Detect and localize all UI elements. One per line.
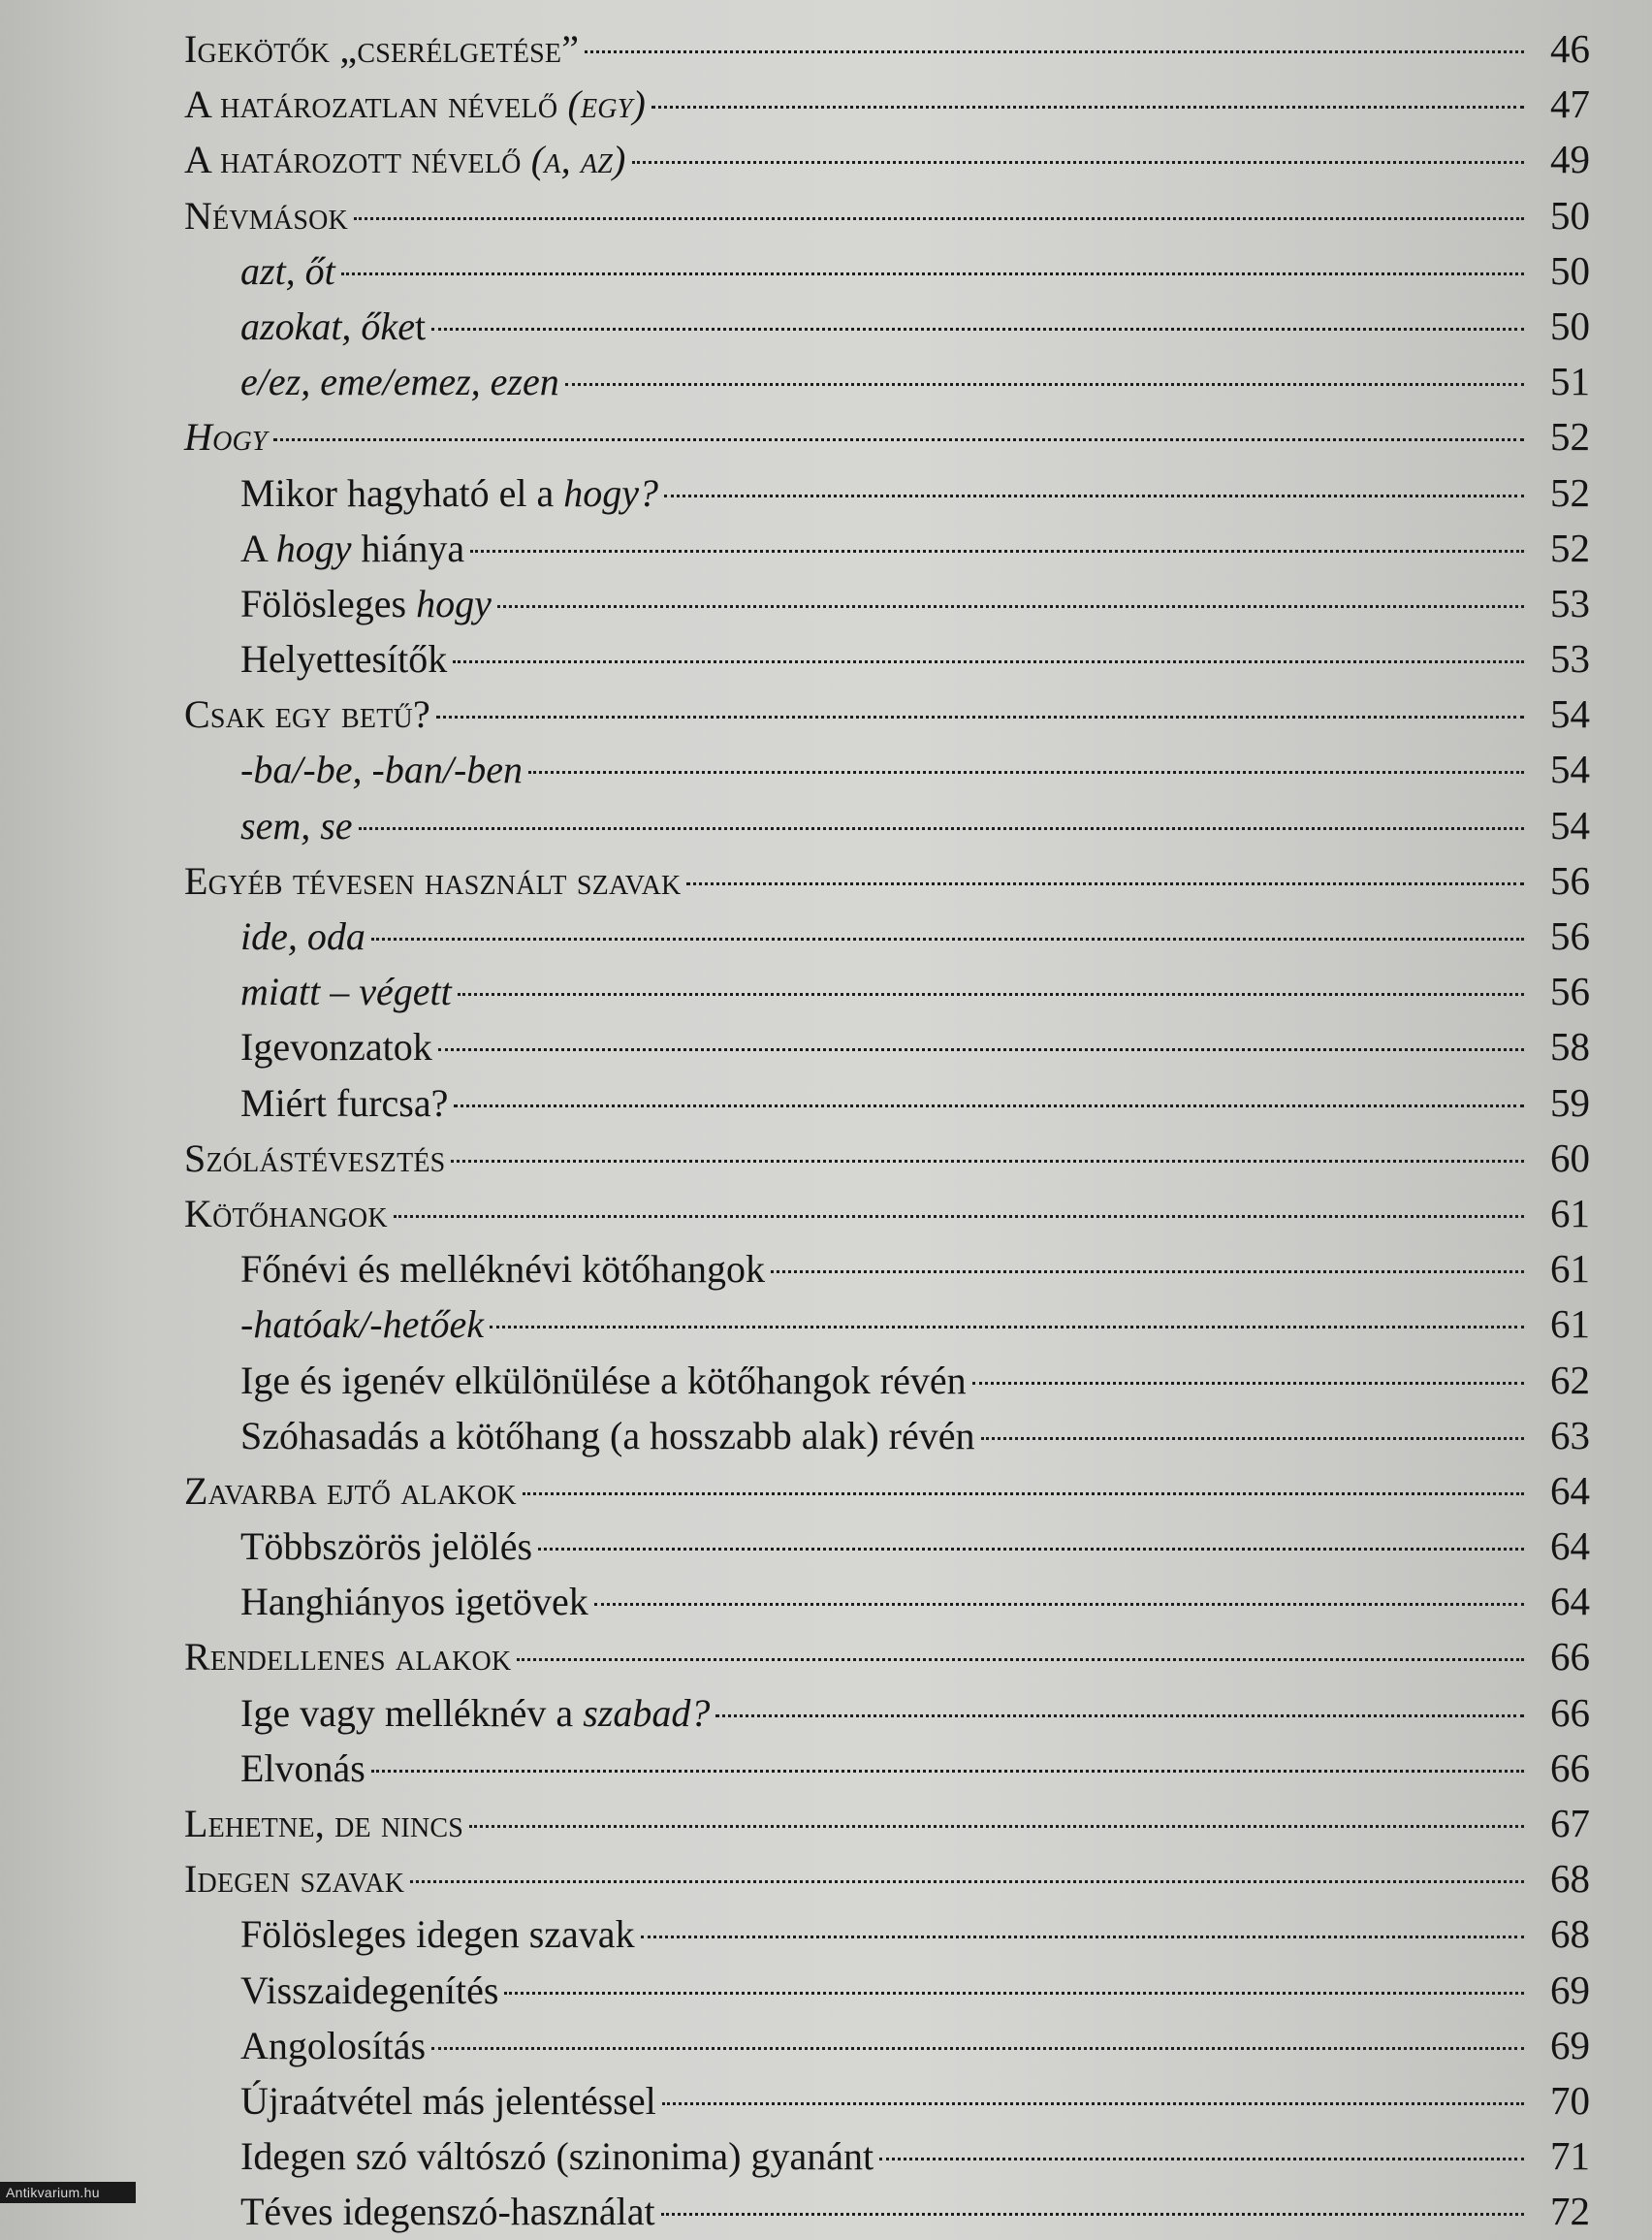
dot-leader [451,1160,1524,1163]
toc-page-number: 52 [1550,469,1590,515]
toc-entry-title [240,465,658,521]
toc-chapter-entry [184,1131,1590,1186]
dot-leader [273,438,1524,441]
toc-page-number: 50 [1550,247,1590,293]
toc-title-part: szabad? [583,1690,711,1735]
toc-entry-title [184,1186,388,1241]
toc-title-part: Egyéb tévesen használt szavak [184,858,682,903]
toc-title-part: Idegen szavak [184,1857,405,1902]
toc-section-entry [184,631,1590,687]
toc-title-part: Többszörös jelölés [240,1524,533,1569]
toc-entry-title [240,631,447,687]
toc-section-entry [184,798,1590,853]
toc-title-part: Újraátvétel más jelentéssel [240,2078,656,2123]
toc-entry-title [184,409,268,464]
toc-title-part: Kötőhangok [184,1191,388,1235]
toc-section-entry [184,1353,1590,1408]
toc-title-part: (a, az) [530,138,626,182]
toc-section-entry [184,2018,1590,2073]
dot-leader [436,716,1524,719]
toc-title-part: hogy [275,526,352,570]
toc-title-part: A határozott névelő [184,138,531,182]
toc-title-part: Zavarba ejtő alakok [184,1468,517,1513]
toc-entry-title [184,1851,404,1906]
table-of-contents [184,21,1590,2240]
toc-entry-title [240,2128,874,2184]
toc-entry-title [240,1906,635,1962]
toc-entry-title [240,742,523,797]
toc-entry-title [240,909,365,964]
toc-page-number: 64 [1550,1467,1590,1513]
dot-leader [454,1104,1524,1107]
toc-section-entry [184,1408,1590,1463]
toc-title-part: Mikor hagyható el a [240,470,564,515]
toc-title-part: Helyettesítők [240,637,448,682]
toc-page-number: 61 [1550,1190,1590,1235]
toc-section-entry [184,1906,1590,1962]
toc-entry-title [184,188,348,243]
toc-chapter-entry [184,132,1590,187]
toc-entry-title [240,1519,532,1574]
toc-title-part: Rendellenes alakok [184,1635,512,1680]
dot-leader [641,1936,1524,1938]
toc-page-number: 72 [1550,2189,1590,2234]
toc-chapter-entry [184,1186,1590,1241]
toc-section-entry [184,964,1590,1019]
toc-section-entry [184,1075,1590,1131]
toc-title-part: Igekötők „cserélgetése” [184,27,580,71]
toc-section-entry [184,1519,1590,1574]
toc-page-number: 62 [1550,1357,1590,1402]
toc-title-part: Igevonzatok [240,1025,432,1070]
toc-page-number: 60 [1550,1135,1590,1180]
dot-leader [453,660,1524,663]
toc-title-part: Téves idegenszó-használat [240,2190,655,2234]
toc-section-entry [184,909,1590,964]
toc-chapter-entry [184,409,1590,464]
dot-leader [371,1770,1524,1773]
toc-section-entry [184,576,1590,631]
toc-title-part: Főnévi és melléknévi kötőhangok [240,1247,766,1292]
toc-title-part: e/ez, eme/emez, ezen [240,360,559,404]
toc-chapter-entry [184,687,1590,742]
toc-section-entry [184,2128,1590,2184]
dot-leader [879,2158,1524,2160]
toc-chapter-entry [184,21,1590,77]
toc-title-part: Csak egy betű? [184,692,430,737]
toc-section-entry [184,1741,1590,1796]
toc-page-number: 66 [1550,1689,1590,1735]
toc-page-number: 69 [1550,1967,1590,2012]
toc-chapter-entry [184,188,1590,243]
toc-title-part: -ba/-be, -ban/-ben [240,748,524,792]
dot-leader [517,1658,1524,1661]
toc-page-number: 61 [1550,1301,1590,1347]
toc-section-entry [184,243,1590,299]
toc-title-part: Ige és igenév elkülönülése a kötőhangok révén [240,1358,967,1402]
dot-leader [594,1603,1524,1606]
dot-leader [469,1825,1524,1828]
toc-entry-title [184,1629,511,1684]
toc-chapter-entry [184,1796,1590,1851]
toc-entry-title [240,1296,484,1352]
dot-leader [686,882,1524,885]
toc-entry-title [240,964,452,1019]
toc-title-part: Hanghiányos igetövek [240,1580,588,1624]
dot-leader [504,1992,1524,1995]
toc-section-entry [184,1296,1590,1352]
toc-entry-title [240,576,492,631]
toc-page-number: 69 [1550,2022,1590,2067]
dot-leader [371,938,1524,941]
dot-leader [981,1437,1525,1440]
toc-page-number: 53 [1550,636,1590,682]
toc-title-part: sem, se [240,803,353,848]
toc-entry-title [240,1741,365,1796]
toc-page-number: 51 [1550,359,1590,404]
dot-leader [715,1714,1524,1717]
toc-title-part: Elvonás [240,1745,365,1790]
toc-page-number: 66 [1550,1634,1590,1680]
dot-leader [458,993,1524,996]
toc-entry-title [240,798,353,853]
toc-page-number: 50 [1550,303,1590,348]
toc-entry-title [184,1131,445,1186]
toc-section-entry [184,521,1590,576]
toc-section-entry [184,2184,1590,2239]
toc-title-part: Hogy [184,415,268,460]
toc-title-part: Idegen szó váltószó (szinonima) gyanánt [240,2134,874,2179]
toc-section-entry [184,1685,1590,1741]
toc-entry-title [184,853,681,909]
toc-title-part: ide, oda [240,914,365,958]
toc-entry-title [240,1353,967,1408]
toc-title-part: azt, őt [240,248,335,293]
dot-leader [438,1048,1524,1051]
toc-title-part: Ige vagy melléknév a [240,1690,584,1735]
toc-entry-title [240,243,335,299]
toc-title-part: Miért furcsa? [240,1080,449,1125]
toc-page-number: 68 [1550,1856,1590,1902]
dot-leader [490,1326,1524,1328]
watermark: Antikvarium.hu [0,2182,136,2203]
toc-page-number: 52 [1550,525,1590,570]
toc-section-entry [184,1963,1590,2018]
toc-page-number: 46 [1550,26,1590,71]
toc-entry-title [240,2184,655,2239]
toc-entry-title [240,354,559,409]
toc-page-number: 68 [1550,1911,1590,1957]
toc-page-number: 52 [1550,414,1590,460]
dot-leader [972,1382,1524,1385]
toc-title-part: Lehetne, de nincs [184,1802,464,1845]
toc-page-number: 64 [1550,1579,1590,1624]
toc-page-number: 54 [1550,802,1590,848]
toc-entry-title [240,1408,975,1463]
dot-leader [431,328,1524,331]
toc-entry-title [240,1963,498,2018]
toc-entry-title [240,1075,448,1131]
toc-entry-title [184,21,579,77]
toc-chapter-entry [184,1629,1590,1684]
dot-leader [394,1215,1524,1218]
dot-leader [497,605,1524,608]
toc-entry-title [240,1685,710,1741]
toc-title-part: Angolosítás [240,2023,427,2067]
dot-leader [470,550,1524,553]
toc-entry-title [240,521,464,576]
toc-title-part: A [240,526,276,570]
dot-leader [661,2213,1524,2216]
toc-section-entry [184,1019,1590,1074]
dot-leader [651,106,1524,109]
toc-page-number: 54 [1550,747,1590,792]
toc-page-number: 59 [1550,1079,1590,1125]
toc-title-part: azokat, őke [240,304,415,348]
toc-entry-title [184,687,430,742]
dot-leader [538,1548,1524,1551]
toc-page-number: 47 [1550,81,1590,127]
toc-section-entry [184,1574,1590,1629]
dot-leader [664,495,1524,497]
toc-page-number: 71 [1550,2133,1590,2179]
toc-title-part: Fölösleges idegen szavak [240,1912,635,1957]
dot-leader [341,272,1524,275]
dot-leader [662,2102,1524,2105]
toc-section-entry [184,2073,1590,2128]
toc-entry-title [240,1574,588,1629]
toc-title-part: hogy? [563,470,659,515]
toc-section-entry [184,299,1590,354]
dot-leader [354,217,1524,220]
toc-page-number: 67 [1550,1801,1590,1845]
toc-entry-title [184,77,646,132]
toc-page-number: 56 [1550,969,1590,1014]
toc-title-part: Szóhasadás a kötőhang (a hosszabb alak) révén [240,1413,975,1457]
toc-entry-title [240,1019,432,1074]
dot-leader [359,827,1524,830]
toc-entry-title [184,1796,463,1851]
toc-section-entry [184,742,1590,797]
toc-page-number: 49 [1550,137,1590,182]
toc-title-part: -hatóak/-hetőek [240,1302,484,1347]
toc-title-part: hogy [416,581,492,625]
toc-entry-title [240,299,426,354]
toc-page-number: 50 [1550,192,1590,238]
toc-entry-title [240,1241,765,1296]
toc-page-number: 63 [1550,1412,1590,1457]
toc-title-part: t [414,304,427,348]
toc-entry-title [240,2073,656,2128]
dot-leader [632,161,1524,164]
toc-section-entry [184,465,1590,521]
toc-chapter-entry [184,1463,1590,1519]
toc-page-number: 56 [1550,857,1590,903]
toc-chapter-entry [184,1851,1590,1906]
toc-chapter-entry [184,853,1590,909]
toc-entry-title [184,1463,517,1519]
toc-page-number: 66 [1550,1744,1590,1790]
dot-leader [771,1270,1524,1273]
toc-title-part: (egy) [567,82,647,127]
dot-leader [565,383,1524,386]
toc-title-part: Visszaidegenítés [240,1968,499,2012]
toc-entry-title [184,132,626,187]
dot-leader [585,50,1524,53]
toc-page-number: 58 [1550,1024,1590,1070]
toc-chapter-entry [184,77,1590,132]
toc-title-part: A határozatlan névelő [184,82,568,127]
toc-title-part: miatt – végett [240,970,452,1014]
dot-leader [431,2047,1524,2050]
toc-page-number: 70 [1550,2077,1590,2123]
toc-section-entry [184,354,1590,409]
toc-entry-title [240,2018,426,2073]
toc-page-number: 61 [1550,1246,1590,1292]
toc-page-number: 56 [1550,913,1590,958]
toc-page-number: 53 [1550,580,1590,625]
dot-leader [528,771,1524,774]
toc-title-part: hiánya [351,526,465,570]
toc-title-part: Fölösleges [240,581,417,625]
dot-leader [523,1492,1524,1495]
toc-title-part: Névmások [184,193,348,238]
toc-page-number: 54 [1550,691,1590,737]
dot-leader [410,1880,1524,1883]
toc-title-part: Szólástévesztés [184,1136,446,1180]
toc-section-entry [184,1241,1590,1296]
toc-page-number: 64 [1550,1523,1590,1569]
